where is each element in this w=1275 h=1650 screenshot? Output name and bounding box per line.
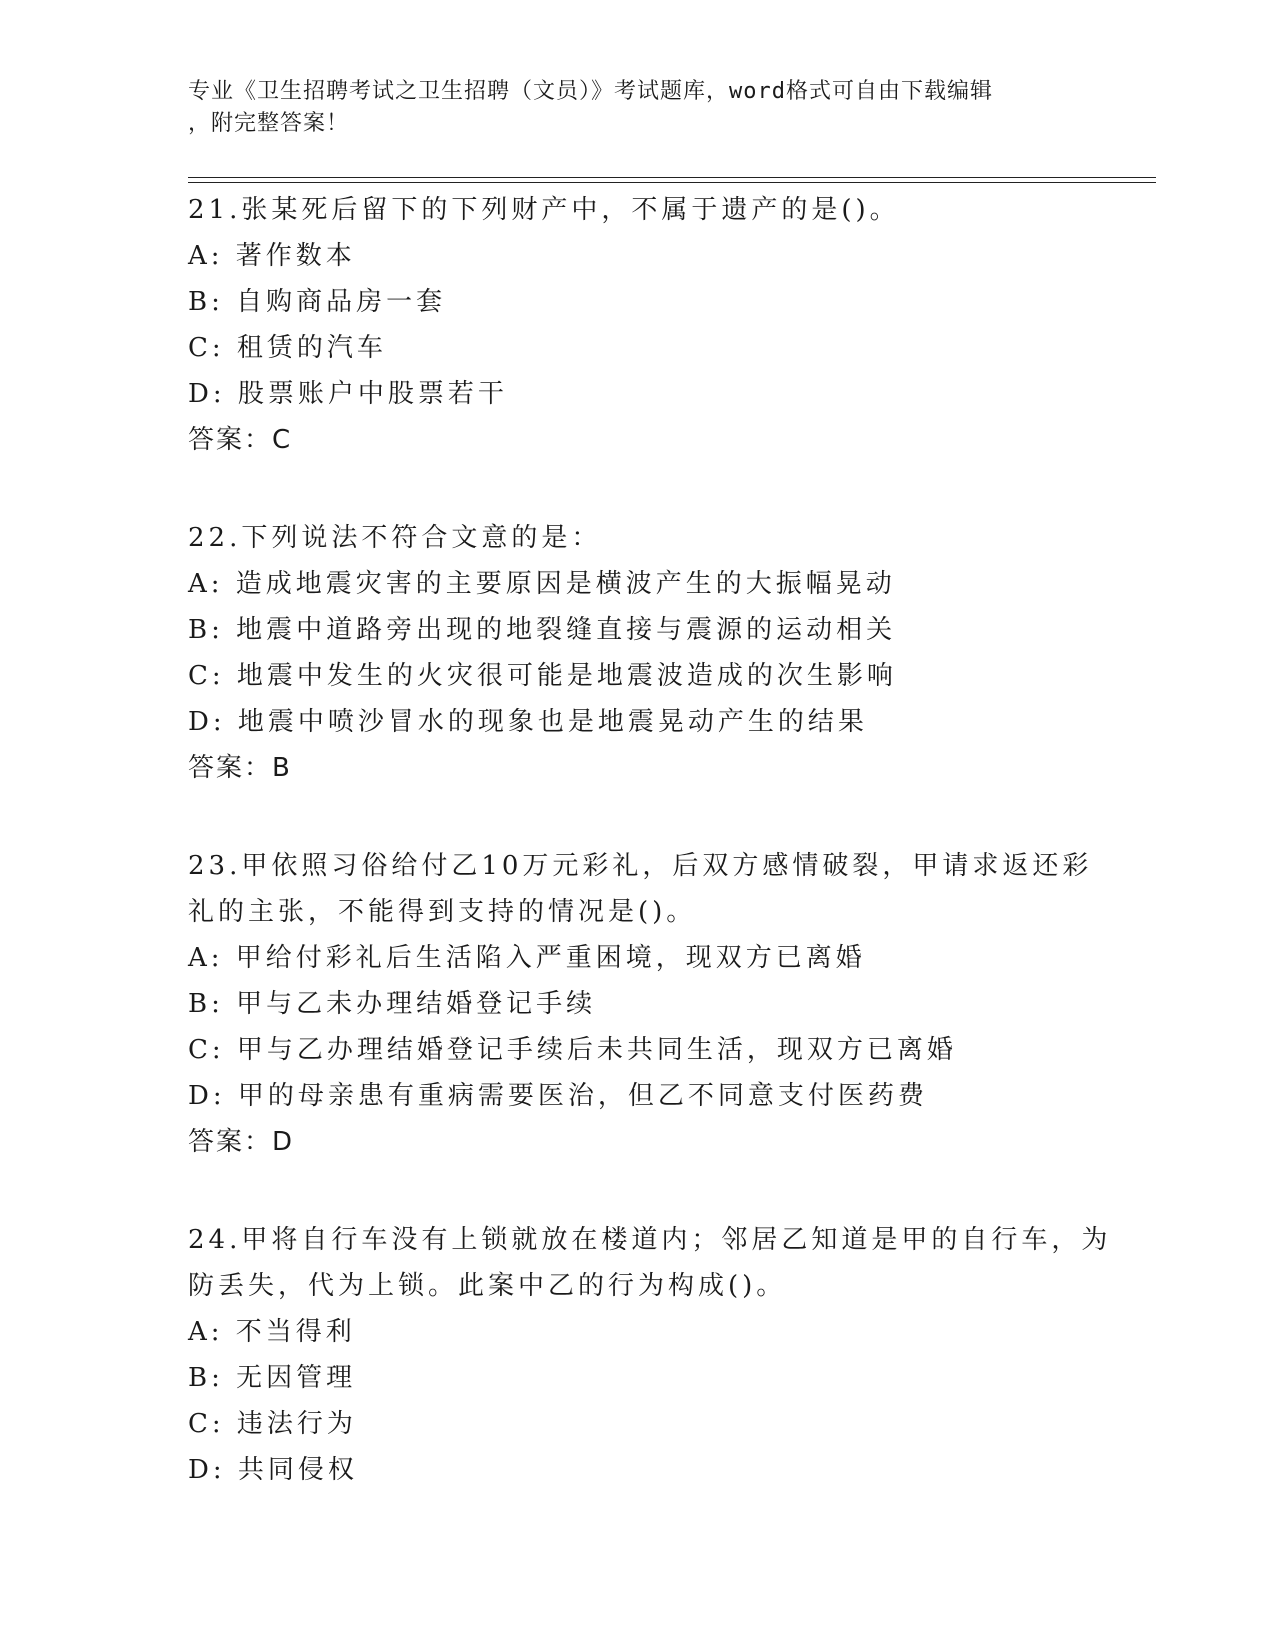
- option-c: C: 甲与乙办理结婚登记手续后未共同生活，现双方已离婚: [188, 1035, 957, 1065]
- option-d: D: 甲的母亲患有重病需要医治，但乙不同意支付医药费: [188, 1081, 928, 1111]
- header-divider-bottom: [188, 182, 1156, 183]
- question-stem-continued: 礼的主张，不能得到支持的情况是()。: [188, 897, 697, 927]
- option-d: D: 地震中喷沙冒水的现象也是地震晃动产生的结果: [188, 707, 868, 737]
- answer-line: 答案：B: [188, 753, 292, 783]
- answer-line: 答案：D: [188, 1127, 295, 1157]
- header-divider-top: [188, 177, 1156, 178]
- document-header: [188, 76, 1068, 140]
- spacer: [188, 1165, 1088, 1217]
- option-b: B: 地震中道路旁出现的地裂缝直接与震源的运动相关: [188, 615, 897, 645]
- question-24: [188, 1217, 1112, 1493]
- question-23: [188, 843, 1093, 1165]
- option-c: C: 租赁的汽车: [188, 333, 387, 363]
- question-list: [188, 187, 1112, 1493]
- header-line-2: ，附完整答案！: [188, 111, 350, 136]
- question-stem: 23.甲依照习俗给付乙10万元彩礼，后双方感情破裂，甲请求返还彩: [188, 851, 1093, 881]
- option-b: B: 无因管理: [188, 1363, 357, 1393]
- option-a: A: 造成地震灾害的主要原因是横波产生的大振幅晃动: [188, 569, 896, 599]
- option-d: D: 共同侵权: [188, 1455, 358, 1485]
- question-21: [188, 187, 1088, 463]
- option-a: A: 甲给付彩礼后生活陷入严重困境，现双方已离婚: [188, 943, 866, 973]
- option-b: B: 自购商品房一套: [188, 287, 447, 317]
- option-c: C: 地震中发生的火灾很可能是地震波造成的次生影响: [188, 661, 897, 691]
- option-a: A: 不当得利: [188, 1317, 356, 1347]
- option-d: D: 股票账户中股票若干: [188, 379, 508, 409]
- question-stem: 24.甲将自行车没有上锁就放在楼道内；邻居乙知道是甲的自行车，为: [188, 1225, 1112, 1255]
- question-stem: 21.张某死后留下的下列财产中，不属于遗产的是()。: [188, 195, 900, 225]
- header-line-1: 专业《卫生招聘考试之卫生招聘（文员）》考试题库，word格式可自由下载编辑: [188, 79, 993, 104]
- spacer: [188, 463, 1088, 515]
- option-b: B: 甲与乙未办理结婚登记手续: [188, 989, 597, 1019]
- question-22: [188, 515, 1088, 791]
- spacer: [188, 791, 1088, 843]
- answer-line: 答案：C: [188, 425, 293, 455]
- option-a: A: 著作数本: [188, 241, 356, 271]
- question-stem-continued: 防丢失，代为上锁。此案中乙的行为构成()。: [188, 1271, 787, 1301]
- option-c: C: 违法行为: [188, 1409, 357, 1439]
- question-stem: 22.下列说法不符合文意的是：: [188, 523, 602, 553]
